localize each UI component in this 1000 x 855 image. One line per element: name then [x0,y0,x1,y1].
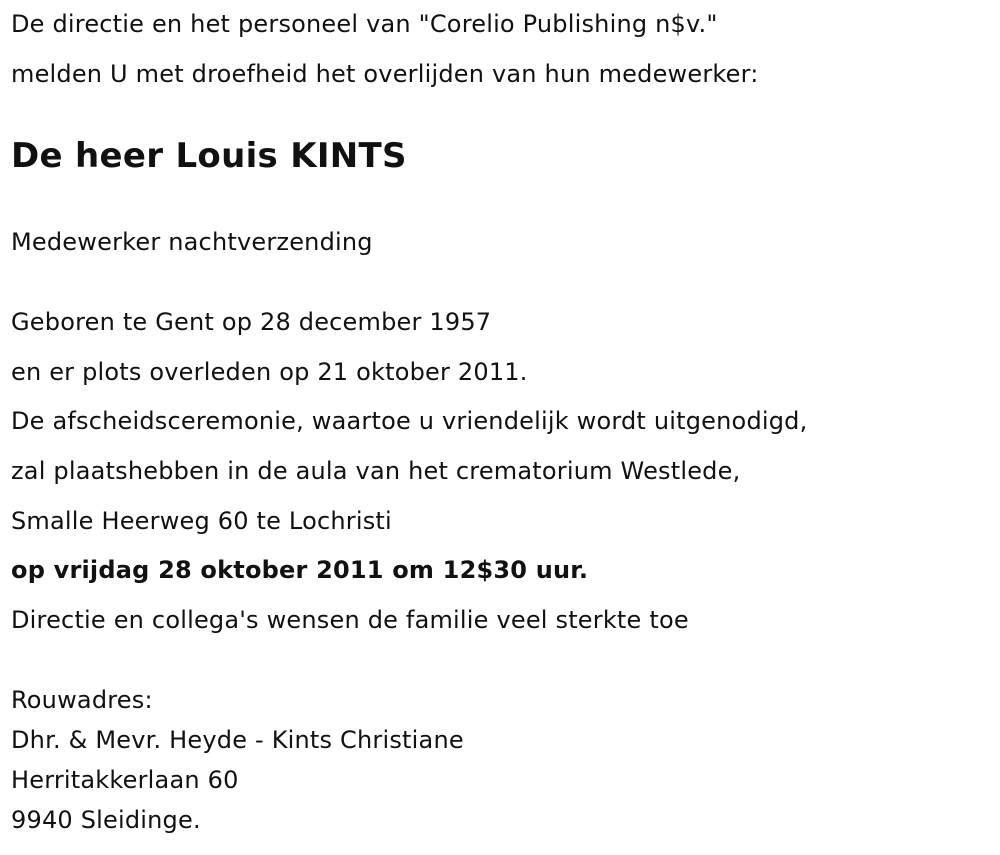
address-label: Rouwadres: [11,686,153,714]
ceremony-location: Smalle Heerweg 60 te Lochristi [11,507,392,535]
address-city: 9940 Sleidinge. [11,806,201,834]
intro-line-1: De directie en het personeel van "Corelio Publishing n$v." [11,10,718,38]
deceased-name: De heer Louis KINTS [11,136,407,176]
address-name: Dhr. & Mevr. Heyde - Kints Christiane [11,726,464,754]
death-line: en er plots overleden op 21 oktober 2011. [11,358,528,386]
address-street: Herritakkerlaan 60 [11,766,239,794]
ceremony-line-2: zal plaatshebben in de aula van het crematorium Westlede, [11,457,741,485]
deceased-function: Medewerker nachtverzending [11,228,373,256]
birth-line: Geboren te Gent op 28 december 1957 [11,308,492,336]
ceremony-line-1: De afscheidsceremonie, waartoe u vriendelijk wordt uitgenodigd, [11,407,808,435]
ceremony-date: op vrijdag 28 oktober 2011 om 12$30 uur. [11,556,589,584]
intro-line-2: melden U met droefheid het overlijden van hun medewerker: [11,60,759,88]
closing-line: Directie en collega's wensen de familie veel sterkte toe [11,606,689,634]
